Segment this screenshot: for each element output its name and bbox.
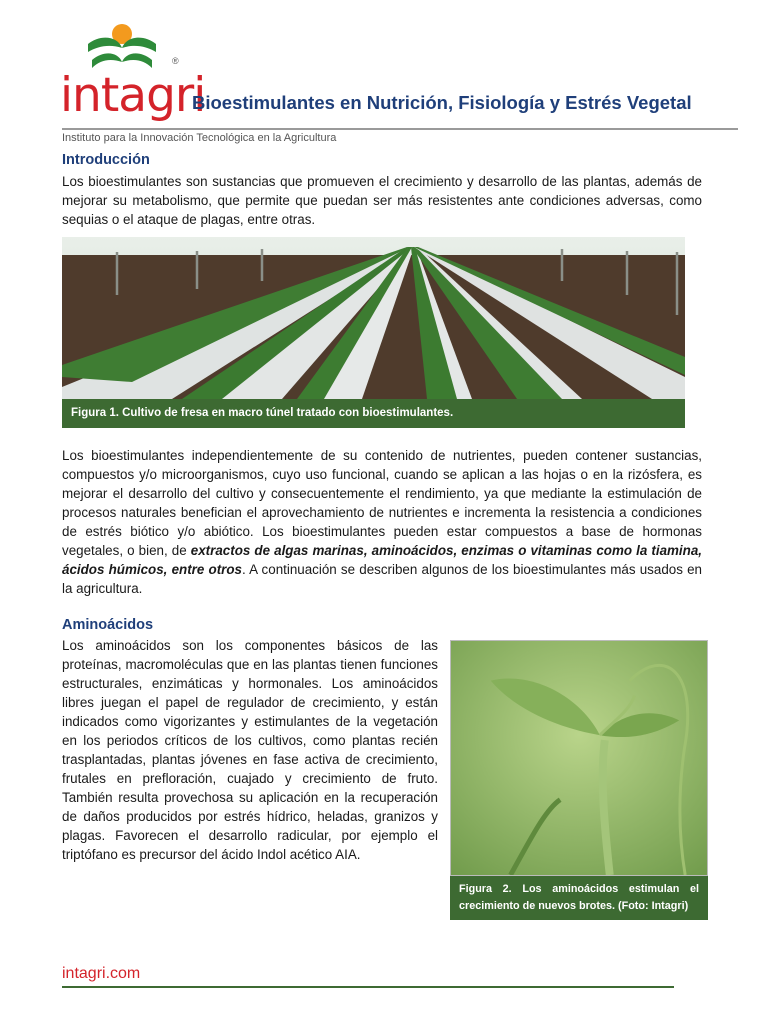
header-divider xyxy=(62,128,738,130)
aminoacidos-paragraph: Los aminoácidos son los componentes básicos de las proteínas, macromoléculas que en las plantas tienen funciones estructurales, enzimáticas y hormonales. Los aminoácidos libres juegan el papel de regulador de crecimiento, y están indicados como vigorizantes y estimulantes de la vegetación en los periodos críticos de los cultivos, como plantas recién trasplantadas, plantas jóvenes en fase activa de crecimiento, frutales en prefloración, cuajado y crecimiento de fruto. También resulta provechosa su aplicación en la recuperación de daños producidos por estrés hídrico, heladas, granizos y plagas. Favorecen el desarrollo radicular, por ejemplo el triptófano es precursor del ácido Indol acético AIA. xyxy=(62,638,438,862)
bold-italic-examples: extractos de algas marinas, aminoácidos, enzimas o vitaminas como la tiamina, ácidos húmicos, entre otros xyxy=(62,543,702,577)
intro-paragraph: Los bioestimulantes son sustancias que promueven el crecimiento y desarrollo de las plantas, además de mejorar su metabolismo, que permite que puedan ser más resistentes ante condiciones adversas, como sequias o el ataque de plagas, entre otras. xyxy=(62,174,702,227)
brand-name: intagri xyxy=(60,68,206,123)
document-title: Bioestimulantes en Nutrición, Fisiología y Estrés Vegetal xyxy=(192,92,692,113)
aminoacidos-heading: Aminoácidos xyxy=(62,617,154,633)
figure1-caption: Figura 1. Cultivo de fresa en macro túnel tratado con bioestimulantes. xyxy=(62,399,685,428)
bioestimulantes-paragraph: Los bioestimulantes independientemente de su contenido de nutrientes, pueden contener sustancias, compuestos y/o microorganismos, cuyo uso funcional, cuando se aplican a las hojas o en la rizósfera, es mejorar el desarrollo del cultivo y consecuentemente el rendimiento, ya que mediante la estimulación de procesos naturales benefician el aprovechamiento de nutrientes e incrementa la resistencia a condiciones de estrés biótico y/o abiótico. Los bioestimulantes pueden estar compuestos a base de hormonas vegetales, o bien, de extractos de algas marinas, aminoácidos, enzimas o vitaminas como la tiamina, ácidos húmicos, entre otros. A continuación se describen algunos de los bioestimulantes más usados en la agricultura. xyxy=(62,448,702,596)
intro-heading: Introducción xyxy=(62,152,150,168)
figure2-caption: Figura 2. Los aminoácidos estimulan el crecimiento de nuevos brotes. (Foto: Intagri) xyxy=(450,876,708,920)
strawberry-tunnel-photo xyxy=(62,237,685,399)
registered-mark: ® xyxy=(172,56,179,66)
footer-website-link[interactable]: intagri.com xyxy=(62,965,141,982)
sprout-photo xyxy=(450,640,708,876)
footer-divider xyxy=(62,986,674,988)
institute-subtitle: Instituto para la Innovación Tecnológica en la Agricultura xyxy=(62,132,337,144)
